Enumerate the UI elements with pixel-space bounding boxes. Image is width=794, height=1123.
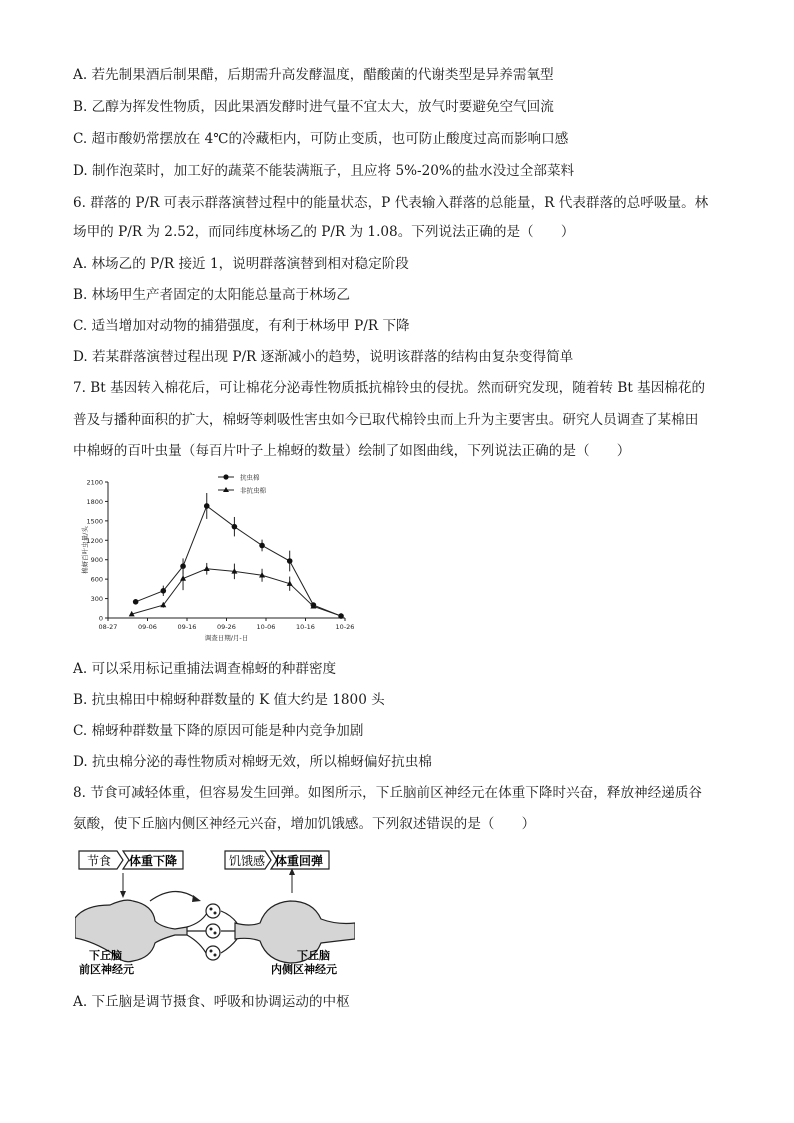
q7-option-d: D. 抗虫棉分泌的毒性物质对棉蚜无效，所以棉蚜偏好抗虫棉	[73, 754, 432, 770]
data-point	[204, 503, 210, 509]
data-point	[204, 566, 210, 571]
q7-stem-line3: 中棉蚜的百叶虫量（每百片叶子上棉蚜的数量）绘制了如图曲线，下列说法正确的是（ ）	[73, 443, 631, 459]
hunger-label: 饥饿感	[229, 854, 266, 868]
y-tick-label: 1500	[86, 517, 103, 526]
q6-stem-line2: 场甲的 P/R 为 2.52，而同纬度林场乙的 P/R 为 1.08。下列说法正确的是（ ）	[73, 224, 575, 240]
data-point	[232, 524, 238, 530]
data-point	[287, 558, 293, 564]
q5-option-a: A. 若先制果酒后制果醋，后期需升高发酵温度，醋酸菌的代谢类型是异养需氧型	[73, 67, 554, 83]
x-tick-label: 09-26	[217, 623, 236, 631]
q8-stem-line1: 8. 节食可减轻体重，但容易发生回弹。如图所示，下丘脑前区神经元在体重下降时兴奋，释放神经递质谷	[73, 785, 703, 801]
q6-option-d: D. 若某群落演替过程出现 P/R 逐渐减小的趋势，说明该群落的结构由复杂变得简单	[73, 349, 574, 365]
q6-option-c: C. 适当增加对动物的捕猎强度，有利于林场甲 P/R 下降	[73, 318, 410, 334]
diet-box	[79, 851, 123, 869]
q7-stem-line1: 7. Bt 基因转入棉花后，可让棉花分泌毒性物质抵抗棉铃虫的侵扰。然而研究发现，随着转 Bt 基因棉花的	[73, 380, 706, 396]
data-point	[259, 543, 265, 549]
right-neuron	[235, 901, 355, 963]
synapse-terminal-1	[206, 904, 220, 918]
data-point	[161, 588, 167, 594]
data-point	[133, 599, 139, 605]
chart-series	[129, 493, 344, 619]
y-tick-label: 2100	[86, 478, 103, 487]
q5-option-b: B. 乙醇为挥发性物质，因此果酒发酵时进气量不宜太大，放气时要避免空气回流	[73, 99, 554, 115]
legend-label: 非抗虫棉	[240, 486, 266, 495]
q5-option-d: D. 制作泡菜时，加工好的蔬菜不能装满瓶子，且应将 5%-20%的盐水没过全部菜料	[73, 163, 575, 179]
q7-stem-line2: 普及与播种面积的扩大，棉蚜等刺吸性害虫如今已取代棉铃虫而上升为主要害虫。研究人员调查了某棉田	[73, 412, 699, 428]
aphid-population-chart	[80, 470, 360, 642]
q6-option-a: A. 林场乙的 P/R 接近 1，说明群落演替到相对稳定阶段	[73, 256, 409, 272]
q6-stem-line1: 6. 群落的 P/R 可表示群落演替过程中的能量状态，P 代表输入群落的总能量，R 代表群落的总呼吸量。林	[73, 195, 709, 211]
q5-option-c: C. 超市酸奶常摆放在 4℃的冷藏柜内，可防止变质，也可防止酸度过高而影响口感	[73, 131, 569, 147]
x-tick-label: 09-16	[177, 623, 197, 631]
x-tick-label: 09-06	[138, 623, 157, 631]
hunger-box	[225, 851, 271, 869]
q6-option-b: B. 林场甲生产者固定的太阳能总量高于林场乙	[73, 287, 350, 303]
axon-branches	[187, 913, 207, 955]
chart-legend	[218, 473, 267, 495]
q8-option-a: A. 下丘脑是调节摄食、呼吸和协调运动的中枢	[73, 994, 350, 1010]
q8-stem-line2: 氨酸，使下丘脑内侧区神经元兴奋，增加饥饿感。下列叙述错误的是（ ）	[73, 816, 536, 832]
series-1	[133, 493, 344, 619]
q7-option-b: B. 抗虫棉田中棉蚜种群数量的 K 值大约是 1800 头	[73, 692, 385, 708]
legend-label: 抗虫棉	[240, 473, 260, 482]
rebound-box	[271, 851, 329, 869]
synapse-terminal-2	[206, 924, 220, 938]
synapse-terminal-3	[206, 946, 220, 960]
right-neuron-label-2: 内侧区神经元	[271, 963, 337, 976]
neuron-diagram	[75, 843, 355, 978]
weight-loss-box	[123, 851, 183, 869]
x-tick-label: 08-27	[98, 623, 118, 631]
rebound-label: 体重回弹	[275, 854, 324, 868]
y-tick-label: 0	[98, 614, 103, 623]
x-tick-label: 10-26	[335, 623, 355, 631]
y-tick-label: 1800	[86, 497, 103, 506]
right-neuron-label-1: 下丘脑	[297, 949, 330, 962]
diet-label: 节食	[87, 854, 112, 868]
y-tick-label: 1200	[86, 536, 103, 545]
left-neuron-label-1: 下丘脑	[89, 949, 122, 962]
series-line	[136, 506, 341, 616]
x-tick-label: 10-06	[256, 623, 276, 631]
q7-option-a: A. 可以采用标记重捕法调查棉蚜的种群密度	[73, 661, 337, 677]
legend-marker	[223, 474, 228, 479]
signal-arrow	[150, 891, 197, 901]
x-tick-label: 10-16	[296, 623, 315, 631]
left-neuron-label-2: 前区神经元	[79, 963, 134, 976]
chart-axes	[80, 479, 354, 643]
x-axis-label: 调查日期/月-日	[204, 634, 249, 642]
q7-option-c: C. 棉蚜种群数量下降的原因可能是种内竞争加剧	[73, 723, 364, 739]
weight-loss-label: 体重下降	[129, 854, 178, 868]
y-axis-label: 棉蚜百叶虫量/头	[81, 526, 89, 574]
y-tick-label: 600	[90, 575, 103, 584]
y-tick-label: 900	[90, 556, 103, 565]
y-tick-label: 300	[90, 595, 103, 604]
